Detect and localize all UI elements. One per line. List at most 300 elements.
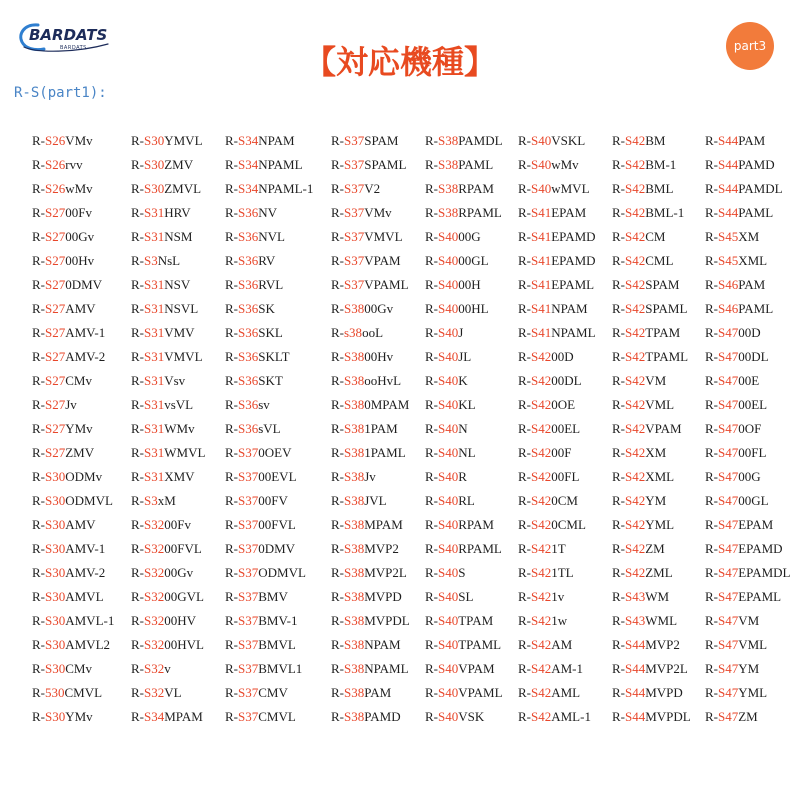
- model-suffix: CMV: [258, 685, 288, 700]
- model-series: S41: [531, 325, 552, 340]
- model-prefix: R-: [425, 541, 438, 556]
- model-suffix: 00HVL: [164, 637, 204, 652]
- model-series: S44: [718, 133, 739, 148]
- model-entry: [705, 393, 791, 417]
- model-prefix: R-: [518, 205, 531, 220]
- model-entry: [331, 129, 410, 153]
- model-entry: [518, 417, 596, 441]
- model-series: S47: [718, 421, 739, 436]
- model-entry: [331, 249, 410, 273]
- model-series: S31: [144, 229, 165, 244]
- model-entry: [32, 705, 114, 729]
- model-series: S40: [438, 709, 459, 724]
- model-series: S31: [144, 205, 165, 220]
- model-entry: [705, 201, 791, 225]
- model-series: S42: [625, 253, 646, 268]
- model-prefix: R-: [32, 421, 45, 436]
- model-series: S42: [531, 685, 552, 700]
- model-prefix: R-: [425, 421, 438, 436]
- model-entry: [612, 537, 691, 561]
- model-entry: [425, 177, 503, 201]
- model-series: S37: [238, 469, 259, 484]
- model-entry: [705, 417, 791, 441]
- model-suffix: NSV: [164, 277, 191, 292]
- model-entry: [131, 705, 205, 729]
- model-entry: [518, 129, 596, 153]
- model-prefix: R-: [331, 637, 344, 652]
- model-series: S31: [144, 349, 165, 364]
- model-prefix: R-: [131, 685, 144, 700]
- model-prefix: R-: [32, 373, 45, 388]
- model-series: S37: [344, 157, 365, 172]
- model-suffix: 00GVL: [164, 589, 204, 604]
- model-suffix: WMv: [164, 421, 195, 436]
- model-prefix: R-: [612, 685, 625, 700]
- part-badge: part3: [726, 22, 774, 70]
- model-suffix: xM: [157, 493, 176, 508]
- model-column: [331, 129, 410, 729]
- model-entry: [225, 609, 313, 633]
- model-prefix: R-: [32, 325, 45, 340]
- model-suffix: VM: [645, 373, 667, 388]
- model-suffix: 00H: [458, 277, 481, 292]
- model-entry: [612, 369, 691, 393]
- model-series: S44: [625, 685, 646, 700]
- model-series: S42: [625, 469, 646, 484]
- model-entry: [425, 369, 503, 393]
- model-suffix: VPAM: [458, 661, 495, 676]
- model-series: S42: [625, 373, 646, 388]
- model-entry: [32, 441, 114, 465]
- model-prefix: R-: [612, 397, 625, 412]
- model-entry: [331, 345, 410, 369]
- model-entry: [425, 489, 503, 513]
- model-suffix: AM-1: [551, 661, 584, 676]
- model-prefix: R-: [32, 685, 45, 700]
- model-series: S40: [438, 541, 459, 556]
- model-suffix: 1T: [551, 541, 566, 556]
- model-prefix: R-: [131, 661, 144, 676]
- model-entry: [225, 321, 313, 345]
- model-column: [225, 129, 313, 729]
- model-series: S36: [238, 229, 259, 244]
- model-prefix: R-: [705, 517, 718, 532]
- model-column: [131, 129, 205, 729]
- model-suffix: AML: [551, 685, 581, 700]
- model-entry: [425, 513, 503, 537]
- model-prefix: R-: [131, 517, 144, 532]
- model-series: S36: [238, 205, 259, 220]
- model-prefix: R-: [32, 445, 45, 460]
- model-series: S44: [718, 205, 739, 220]
- model-series: S41: [531, 301, 552, 316]
- model-prefix: R-: [331, 445, 344, 460]
- model-series: S47: [718, 517, 739, 532]
- model-entry: [705, 537, 791, 561]
- model-entry: [425, 297, 503, 321]
- model-prefix: R-: [518, 685, 531, 700]
- model-prefix: R-: [225, 469, 238, 484]
- model-series: S42: [625, 517, 646, 532]
- model-prefix: R-: [518, 277, 531, 292]
- model-prefix: R-: [32, 349, 45, 364]
- model-entry: [331, 489, 410, 513]
- model-series: S42: [531, 517, 552, 532]
- model-prefix: R-: [612, 349, 625, 364]
- model-suffix: PAM: [364, 685, 392, 700]
- model-suffix: TPAML: [645, 349, 689, 364]
- model-suffix: WM: [645, 589, 670, 604]
- model-suffix: YML: [645, 517, 675, 532]
- model-entry: [612, 441, 691, 465]
- model-entry: [705, 489, 791, 513]
- model-suffix: K: [458, 373, 468, 388]
- model-series: S47: [718, 685, 739, 700]
- model-prefix: R-: [705, 421, 718, 436]
- model-series: S44: [625, 709, 646, 724]
- model-entry: [705, 681, 791, 705]
- model-entry: [131, 177, 205, 201]
- model-suffix: 00HL: [458, 301, 489, 316]
- model-prefix: R-: [225, 229, 238, 244]
- model-prefix: R-: [612, 301, 625, 316]
- model-entry: [32, 201, 114, 225]
- model-prefix: R-: [331, 301, 344, 316]
- model-prefix: R-: [131, 253, 144, 268]
- model-suffix: YML: [738, 685, 768, 700]
- model-prefix: R-: [518, 541, 531, 556]
- model-suffix: BML-1: [645, 205, 685, 220]
- model-suffix: 00HV: [164, 613, 197, 628]
- model-entry: [225, 249, 313, 273]
- model-series: S34: [238, 133, 259, 148]
- model-entry: [225, 393, 313, 417]
- model-series: S37: [238, 709, 259, 724]
- model-entry: [32, 585, 114, 609]
- model-prefix: R-: [331, 589, 344, 604]
- model-entry: [331, 465, 410, 489]
- model-series: S46: [718, 301, 739, 316]
- model-entry: [331, 681, 410, 705]
- model-series: S36: [238, 253, 259, 268]
- model-entry: [225, 225, 313, 249]
- model-prefix: R-: [331, 661, 344, 676]
- model-suffix: NVL: [258, 229, 285, 244]
- model-series: S42: [625, 301, 646, 316]
- model-series: S42: [531, 661, 552, 676]
- model-entry: [225, 177, 313, 201]
- model-prefix: R-: [518, 565, 531, 580]
- model-suffix: XML: [738, 253, 768, 268]
- model-suffix: NsL: [157, 253, 181, 268]
- model-prefix: R-: [425, 157, 438, 172]
- model-suffix: MVPD: [364, 589, 402, 604]
- model-suffix: AMV-2: [65, 349, 106, 364]
- model-prefix: R-: [225, 253, 238, 268]
- model-entry: [518, 705, 596, 729]
- model-prefix: R-: [131, 373, 144, 388]
- model-series: S42: [625, 205, 646, 220]
- model-series: S42: [531, 709, 552, 724]
- model-prefix: R-: [331, 493, 344, 508]
- model-entry: [705, 273, 791, 297]
- model-series: S31: [144, 421, 165, 436]
- model-entry: [518, 489, 596, 513]
- model-suffix: PAM: [738, 277, 766, 292]
- model-entry: [331, 369, 410, 393]
- model-suffix: VM: [738, 613, 760, 628]
- model-suffix: MVPDL: [645, 709, 691, 724]
- model-entry: [225, 441, 313, 465]
- model-entry: [32, 129, 114, 153]
- model-entry: [612, 201, 691, 225]
- model-suffix: YMv: [65, 421, 93, 436]
- model-suffix: MVP2L: [645, 661, 688, 676]
- model-series: S47: [718, 445, 739, 460]
- model-series: S37: [344, 133, 365, 148]
- model-entry: [131, 513, 205, 537]
- model-suffix: 00FV: [258, 493, 288, 508]
- model-suffix: TPAML: [458, 637, 502, 652]
- model-suffix: EPAM: [738, 517, 774, 532]
- model-prefix: R-: [612, 229, 625, 244]
- model-prefix: R-: [331, 157, 344, 172]
- model-suffix: VMv: [364, 205, 392, 220]
- model-suffix: AMV-2: [65, 565, 106, 580]
- model-suffix: XM: [645, 445, 667, 460]
- model-series: S34: [238, 181, 259, 196]
- model-entry: [612, 513, 691, 537]
- model-suffix: 00Gv: [364, 301, 394, 316]
- model-suffix: SKL: [258, 325, 283, 340]
- model-prefix: R-: [705, 709, 718, 724]
- model-entry: [612, 393, 691, 417]
- model-suffix: XM: [738, 229, 760, 244]
- model-series: S30: [45, 541, 66, 556]
- model-series: S46: [718, 277, 739, 292]
- model-series: S3: [144, 493, 158, 508]
- model-series: S38: [344, 349, 365, 364]
- model-series: S40: [531, 181, 552, 196]
- model-suffix: MPAM: [164, 709, 203, 724]
- model-prefix: R-: [225, 325, 238, 340]
- model-entry: [425, 417, 503, 441]
- model-entry: [131, 441, 205, 465]
- model-prefix: R-: [131, 445, 144, 460]
- model-prefix: R-: [705, 373, 718, 388]
- model-entry: [32, 633, 114, 657]
- model-series: S40: [438, 589, 459, 604]
- model-prefix: R-: [612, 277, 625, 292]
- model-series: S31: [144, 445, 165, 460]
- model-prefix: R-: [425, 709, 438, 724]
- model-entry: [331, 537, 410, 561]
- model-series: S42: [531, 349, 552, 364]
- model-suffix: AMV-1: [65, 325, 106, 340]
- model-entry: [131, 537, 205, 561]
- model-entry: [225, 585, 313, 609]
- model-prefix: R-: [225, 157, 238, 172]
- model-prefix: R-: [225, 565, 238, 580]
- model-entry: [518, 249, 596, 273]
- model-prefix: R-: [331, 709, 344, 724]
- model-series: S36: [238, 373, 259, 388]
- logo-text: BARDATS: [29, 26, 108, 44]
- model-entry: [518, 177, 596, 201]
- model-suffix: 1v: [551, 589, 565, 604]
- model-prefix: R-: [612, 205, 625, 220]
- model-entry: [518, 321, 596, 345]
- model-series: S38: [344, 469, 365, 484]
- model-series: S30: [45, 637, 66, 652]
- model-suffix: NSM: [164, 229, 193, 244]
- model-entry: [131, 201, 205, 225]
- model-series: S38: [344, 661, 365, 676]
- model-entry: [131, 609, 205, 633]
- model-suffix: 1PAML: [364, 445, 406, 460]
- model-series: S31: [144, 301, 165, 316]
- model-entry: [612, 681, 691, 705]
- model-suffix: EPAML: [551, 277, 595, 292]
- model-entry: [131, 417, 205, 441]
- model-prefix: R-: [612, 469, 625, 484]
- model-prefix: R-: [518, 373, 531, 388]
- model-suffix: WMVL: [164, 445, 206, 460]
- model-series: S47: [718, 349, 739, 364]
- model-suffix: VML: [645, 397, 675, 412]
- model-entry: [612, 177, 691, 201]
- model-series: S34: [144, 709, 165, 724]
- model-entry: [425, 681, 503, 705]
- model-suffix: RPAML: [458, 205, 502, 220]
- model-prefix: R-: [32, 613, 45, 628]
- model-prefix: R-: [225, 541, 238, 556]
- model-prefix: R-: [225, 493, 238, 508]
- model-prefix: R-: [225, 277, 238, 292]
- model-prefix: R-: [705, 181, 718, 196]
- model-series: S38: [438, 181, 459, 196]
- model-series: S40: [438, 397, 459, 412]
- model-series: S31: [144, 325, 165, 340]
- model-entry: [612, 249, 691, 273]
- model-prefix: R-: [425, 613, 438, 628]
- model-prefix: R-: [705, 445, 718, 460]
- model-series: S37: [344, 205, 365, 220]
- model-entry: [518, 609, 596, 633]
- model-prefix: R-: [705, 613, 718, 628]
- model-entry: [425, 585, 503, 609]
- model-suffix: ooL: [362, 325, 384, 340]
- model-suffix: v: [164, 661, 171, 676]
- model-entry: [705, 441, 791, 465]
- model-suffix: BMVL1: [258, 661, 303, 676]
- model-series: S38: [344, 541, 365, 556]
- model-column: [705, 129, 791, 729]
- model-prefix: R-: [32, 301, 45, 316]
- model-series: S30: [45, 469, 66, 484]
- model-prefix: R-: [131, 613, 144, 628]
- model-entry: [518, 369, 596, 393]
- model-prefix: R-: [612, 373, 625, 388]
- model-suffix: Jv: [364, 469, 376, 484]
- model-series: S27: [45, 421, 66, 436]
- model-series: S37: [238, 565, 259, 580]
- model-entry: [225, 705, 313, 729]
- model-suffix: NPAM: [364, 637, 401, 652]
- model-series: S38: [344, 373, 365, 388]
- model-suffix: 1PAM: [364, 421, 398, 436]
- page-title: 【対応機種】: [303, 43, 496, 81]
- model-suffix: BMVL: [258, 637, 296, 652]
- model-suffix: EPAMDL: [738, 565, 791, 580]
- model-prefix: R-: [131, 205, 144, 220]
- model-entry: [32, 225, 114, 249]
- model-suffix: RL: [458, 493, 475, 508]
- model-suffix: 00GL: [738, 493, 769, 508]
- model-series: S42: [625, 229, 646, 244]
- model-prefix: R-: [705, 157, 718, 172]
- model-suffix: 00F: [551, 445, 572, 460]
- model-series: S37: [238, 637, 259, 652]
- model-series: S42: [625, 349, 646, 364]
- model-suffix: 00Gv: [164, 565, 194, 580]
- model-entry: [331, 225, 410, 249]
- model-series: S42: [531, 613, 552, 628]
- model-prefix: R-: [331, 565, 344, 580]
- model-suffix: BML: [645, 181, 674, 196]
- model-suffix: MVP2: [645, 637, 680, 652]
- model-suffix: 1w: [551, 613, 568, 628]
- model-prefix: R-: [32, 181, 45, 196]
- model-suffix: NSVL: [164, 301, 199, 316]
- model-prefix: R-: [705, 637, 718, 652]
- model-prefix: R-: [425, 397, 438, 412]
- model-prefix: R-: [518, 613, 531, 628]
- model-suffix: R: [458, 469, 467, 484]
- model-prefix: R-: [131, 421, 144, 436]
- model-prefix: R-: [518, 517, 531, 532]
- model-suffix: XML: [645, 469, 675, 484]
- model-prefix: R-: [331, 421, 344, 436]
- model-prefix: R-: [518, 325, 531, 340]
- model-series: S42: [531, 565, 552, 580]
- model-series: S30: [45, 493, 66, 508]
- model-series: S36: [238, 397, 259, 412]
- model-entry: [518, 201, 596, 225]
- model-entry: [518, 297, 596, 321]
- model-series: S40: [438, 613, 459, 628]
- model-prefix: R-: [425, 133, 438, 148]
- model-prefix: R-: [225, 205, 238, 220]
- model-suffix: MPAM: [364, 517, 403, 532]
- model-prefix: R-: [225, 685, 238, 700]
- model-series: S40: [531, 133, 552, 148]
- model-prefix: R-: [518, 637, 531, 652]
- model-prefix: R-: [331, 373, 344, 388]
- model-series: S47: [718, 565, 739, 580]
- model-prefix: R-: [32, 157, 45, 172]
- model-prefix: R-: [331, 397, 344, 412]
- model-prefix: R-: [705, 397, 718, 412]
- model-series: S38: [344, 421, 365, 436]
- model-suffix: Vsv: [164, 373, 186, 388]
- model-prefix: R-: [331, 205, 344, 220]
- model-series: S41: [531, 229, 552, 244]
- model-prefix: R-: [518, 301, 531, 316]
- model-series: S42: [531, 397, 552, 412]
- model-entry: [331, 201, 410, 225]
- model-prefix: R-: [518, 469, 531, 484]
